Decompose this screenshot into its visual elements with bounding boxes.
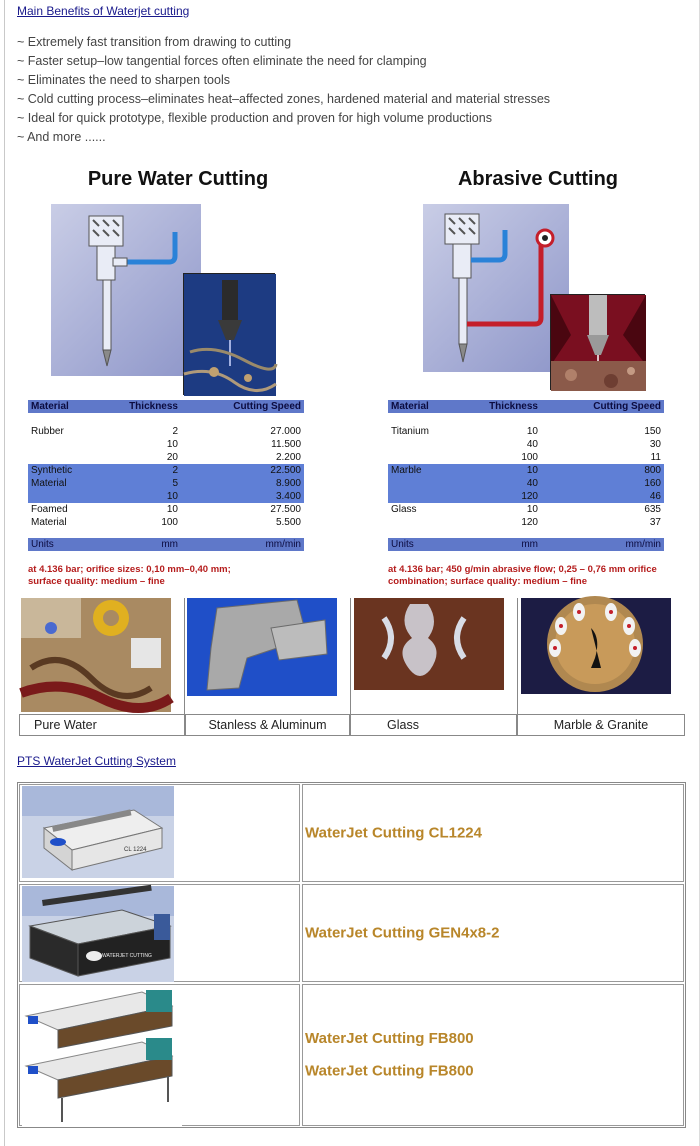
cell-thickness: 120 xyxy=(521,491,538,502)
cell-thickness: 2 xyxy=(172,426,178,437)
cell-speed: 22.500 xyxy=(270,465,301,476)
product-link-gen4x8[interactable]: WaterJet Cutting GEN4x8-2 xyxy=(305,924,500,942)
gallery-divider xyxy=(517,598,518,714)
cell-speed: 27.000 xyxy=(270,426,301,437)
cell-speed: 46 xyxy=(649,491,661,502)
cutting-head-photo-icon xyxy=(184,274,276,396)
cell-material xyxy=(28,451,118,464)
gallery-caption: Marble & Granite xyxy=(517,714,685,736)
column-header-material: Material xyxy=(391,401,429,412)
pts-system-title-link[interactable]: PTS WaterJet Cutting System xyxy=(17,754,176,768)
column-header-speed: Cutting Speed xyxy=(233,401,301,412)
table-group xyxy=(388,503,664,529)
benefits-title-link[interactable]: Main Benefits of Waterjet cutting xyxy=(17,4,190,18)
column-header-speed: Cutting Speed xyxy=(593,401,661,412)
cell-thickness: 10 xyxy=(526,465,538,476)
product-image-cl1224[interactable] xyxy=(19,784,300,882)
cell-speed: 11.500 xyxy=(271,439,301,450)
table-group xyxy=(388,425,664,464)
cell-speed: 5.500 xyxy=(275,517,301,528)
benefit-item: ~ Cold cutting process–eliminates heat–affected zones, hardened material and material stresses xyxy=(17,92,551,106)
table-row xyxy=(28,503,304,516)
cell-speed: 800 xyxy=(644,465,661,476)
cell-speed: 11 xyxy=(650,452,661,463)
note-line: at 4.136 bar; orifice sizes: 0,10 mm–0,40 mm; xyxy=(28,564,231,575)
gallery-image-stainless[interactable] xyxy=(187,598,337,714)
column-header-thickness: Thickness xyxy=(489,401,538,412)
benefit-item: ~ Ideal for quick prototype, flexible production and proven for high volume productions xyxy=(17,111,492,125)
glass-ornament-image-icon xyxy=(354,598,504,690)
cell-speed: 30 xyxy=(649,439,661,450)
cell-speed: 27.500 xyxy=(270,504,301,515)
table-header xyxy=(388,400,664,413)
gallery-caption: Pure Water xyxy=(19,714,185,736)
cell-material: Material xyxy=(31,517,67,528)
table-row xyxy=(388,438,664,451)
product-name-cell xyxy=(302,884,684,982)
table-row xyxy=(28,516,304,529)
materials-gallery xyxy=(17,598,685,738)
cell-material xyxy=(388,477,478,490)
cell-thickness: 10 xyxy=(526,504,538,515)
table-group-highlighted xyxy=(28,464,304,503)
cell-thickness: 10 xyxy=(166,504,178,515)
cell-thickness: 100 xyxy=(521,452,538,463)
column-header-thickness: Thickness xyxy=(129,401,178,412)
benefits-list xyxy=(17,33,550,147)
cell-speed: 150 xyxy=(644,426,661,437)
cell-material xyxy=(28,490,118,503)
cell-material xyxy=(28,438,118,451)
table-row xyxy=(28,451,304,464)
abrasive-nozzle-diagram xyxy=(423,204,569,372)
benefit-item: ~ Faster setup–low tangential forces often eliminate the need for clamping xyxy=(17,54,427,68)
nozzle-diagram-icon xyxy=(51,204,201,376)
cell-speed: 635 xyxy=(644,504,661,515)
table-row xyxy=(388,477,664,490)
table-group xyxy=(28,425,304,464)
benefit-item: ~ And more ...... xyxy=(17,130,106,144)
pure-water-cutting-photo xyxy=(183,273,275,395)
note-line: surface quality: medium – fine xyxy=(28,576,165,587)
product-name-cell xyxy=(302,784,684,882)
abrasive-head-photo-icon xyxy=(551,295,646,391)
product-row xyxy=(19,884,684,982)
table-header xyxy=(28,400,304,413)
table-units-row xyxy=(28,538,304,551)
cell-speed: 2.200 xyxy=(275,452,301,463)
note-line: at 4.136 bar; 450 g/min abrasive flow; 0,25 – 0,76 mm orifice xyxy=(388,564,657,575)
cell-thickness: 2 xyxy=(172,465,178,476)
cell-material xyxy=(388,516,478,529)
cell-material: Glass xyxy=(391,504,417,515)
pure-water-note xyxy=(28,564,304,588)
cell-material: Synthetic xyxy=(31,465,73,476)
pure-water-heading: Pure Water Cutting xyxy=(87,168,269,190)
pure-water-panel xyxy=(28,168,328,587)
cell-material xyxy=(388,490,478,503)
cl1224-machine-image-icon xyxy=(22,786,182,882)
product-row xyxy=(19,784,684,882)
table-row xyxy=(28,490,304,503)
table-row xyxy=(28,425,304,438)
gen4x8-machine-image-icon xyxy=(22,886,182,982)
table-row xyxy=(28,438,304,451)
cell-thickness: 40 xyxy=(526,439,538,450)
product-image-gen4x8[interactable] xyxy=(19,884,300,982)
marble-inlay-image-icon xyxy=(521,598,671,694)
cell-speed: 3.400 xyxy=(275,491,301,502)
table-group xyxy=(28,503,304,529)
table-row xyxy=(28,464,304,477)
units-thickness: mm xyxy=(521,539,538,550)
units-label: Units xyxy=(391,539,414,550)
cell-thickness: 5 xyxy=(172,478,178,489)
gallery-divider xyxy=(350,598,351,714)
pure-water-speed-table xyxy=(28,400,304,588)
cell-speed: 160 xyxy=(644,478,661,489)
units-speed: mm/min xyxy=(625,539,661,550)
cell-speed: 37 xyxy=(649,517,661,528)
abrasive-speed-table xyxy=(388,400,664,588)
cell-material: Marble xyxy=(391,465,422,476)
table-row xyxy=(388,464,664,477)
table-row xyxy=(28,477,304,490)
product-link-fb800[interactable]: WaterJet Cutting FB800 xyxy=(305,1062,474,1080)
product-table xyxy=(17,782,686,1128)
gallery-caption: Stanless & Aluminum xyxy=(185,714,350,736)
table-row xyxy=(388,490,664,503)
pure-water-nozzle-diagram xyxy=(51,204,201,376)
benefit-item: ~ Extremely fast transition from drawing to cutting xyxy=(17,35,292,49)
cell-thickness: 10 xyxy=(166,439,178,450)
cell-material: Foamed xyxy=(31,504,68,515)
gallery-image-pure-water[interactable] xyxy=(21,598,171,714)
cell-material xyxy=(388,451,478,464)
cell-thickness: 10 xyxy=(166,491,178,502)
table-row xyxy=(388,425,664,438)
product-image-fb800[interactable] xyxy=(19,984,300,1126)
cell-material: Material xyxy=(31,478,67,489)
cell-material: Rubber xyxy=(31,426,64,437)
cell-material xyxy=(388,438,478,451)
abrasive-note xyxy=(388,564,664,588)
cell-thickness: 100 xyxy=(161,517,178,528)
units-thickness: mm xyxy=(161,539,178,550)
gallery-divider xyxy=(184,598,185,714)
abrasive-cutting-photo xyxy=(550,294,645,390)
left-divider xyxy=(4,0,5,1146)
cell-material: Titanium xyxy=(391,426,429,437)
units-speed: mm/min xyxy=(265,539,301,550)
note-line: combination; surface quality: medium – fine xyxy=(388,576,588,587)
column-header-material: Material xyxy=(31,401,69,412)
cut-parts-image-icon xyxy=(21,598,171,712)
product-link-cl1224[interactable]: WaterJet Cutting CL1224 xyxy=(305,824,482,842)
table-row xyxy=(388,451,664,464)
gallery-caption: Glass xyxy=(350,714,517,736)
cell-thickness: 10 xyxy=(526,426,538,437)
product-row xyxy=(19,984,684,1126)
gallery-image-glass[interactable] xyxy=(354,598,504,714)
cell-thickness: 20 xyxy=(166,452,178,463)
steel-parts-image-icon xyxy=(187,598,337,696)
table-row xyxy=(388,516,664,529)
gallery-image-marble[interactable] xyxy=(521,598,671,714)
product-name-overflow: WaterJet Cutting FB800 xyxy=(305,1030,474,1047)
units-label: Units xyxy=(31,539,54,550)
table-units-row xyxy=(388,538,664,551)
abrasive-panel xyxy=(388,168,688,587)
fb800-machine-image-icon xyxy=(22,986,182,1126)
machine-brand-label: WATERJET CUTTING xyxy=(102,953,152,959)
table-group-highlighted xyxy=(388,464,664,503)
cell-thickness: 40 xyxy=(526,478,538,489)
cell-thickness: 120 xyxy=(521,517,538,528)
cell-speed: 8.900 xyxy=(275,478,301,489)
abrasive-heading: Abrasive Cutting xyxy=(457,168,619,190)
product-name-cell xyxy=(302,984,684,1126)
machine-model-label: CL 1224 xyxy=(124,847,147,853)
abrasive-nozzle-diagram-icon xyxy=(423,204,569,372)
benefit-item: ~ Eliminates the need to sharpen tools xyxy=(17,73,230,87)
table-row xyxy=(388,503,664,516)
